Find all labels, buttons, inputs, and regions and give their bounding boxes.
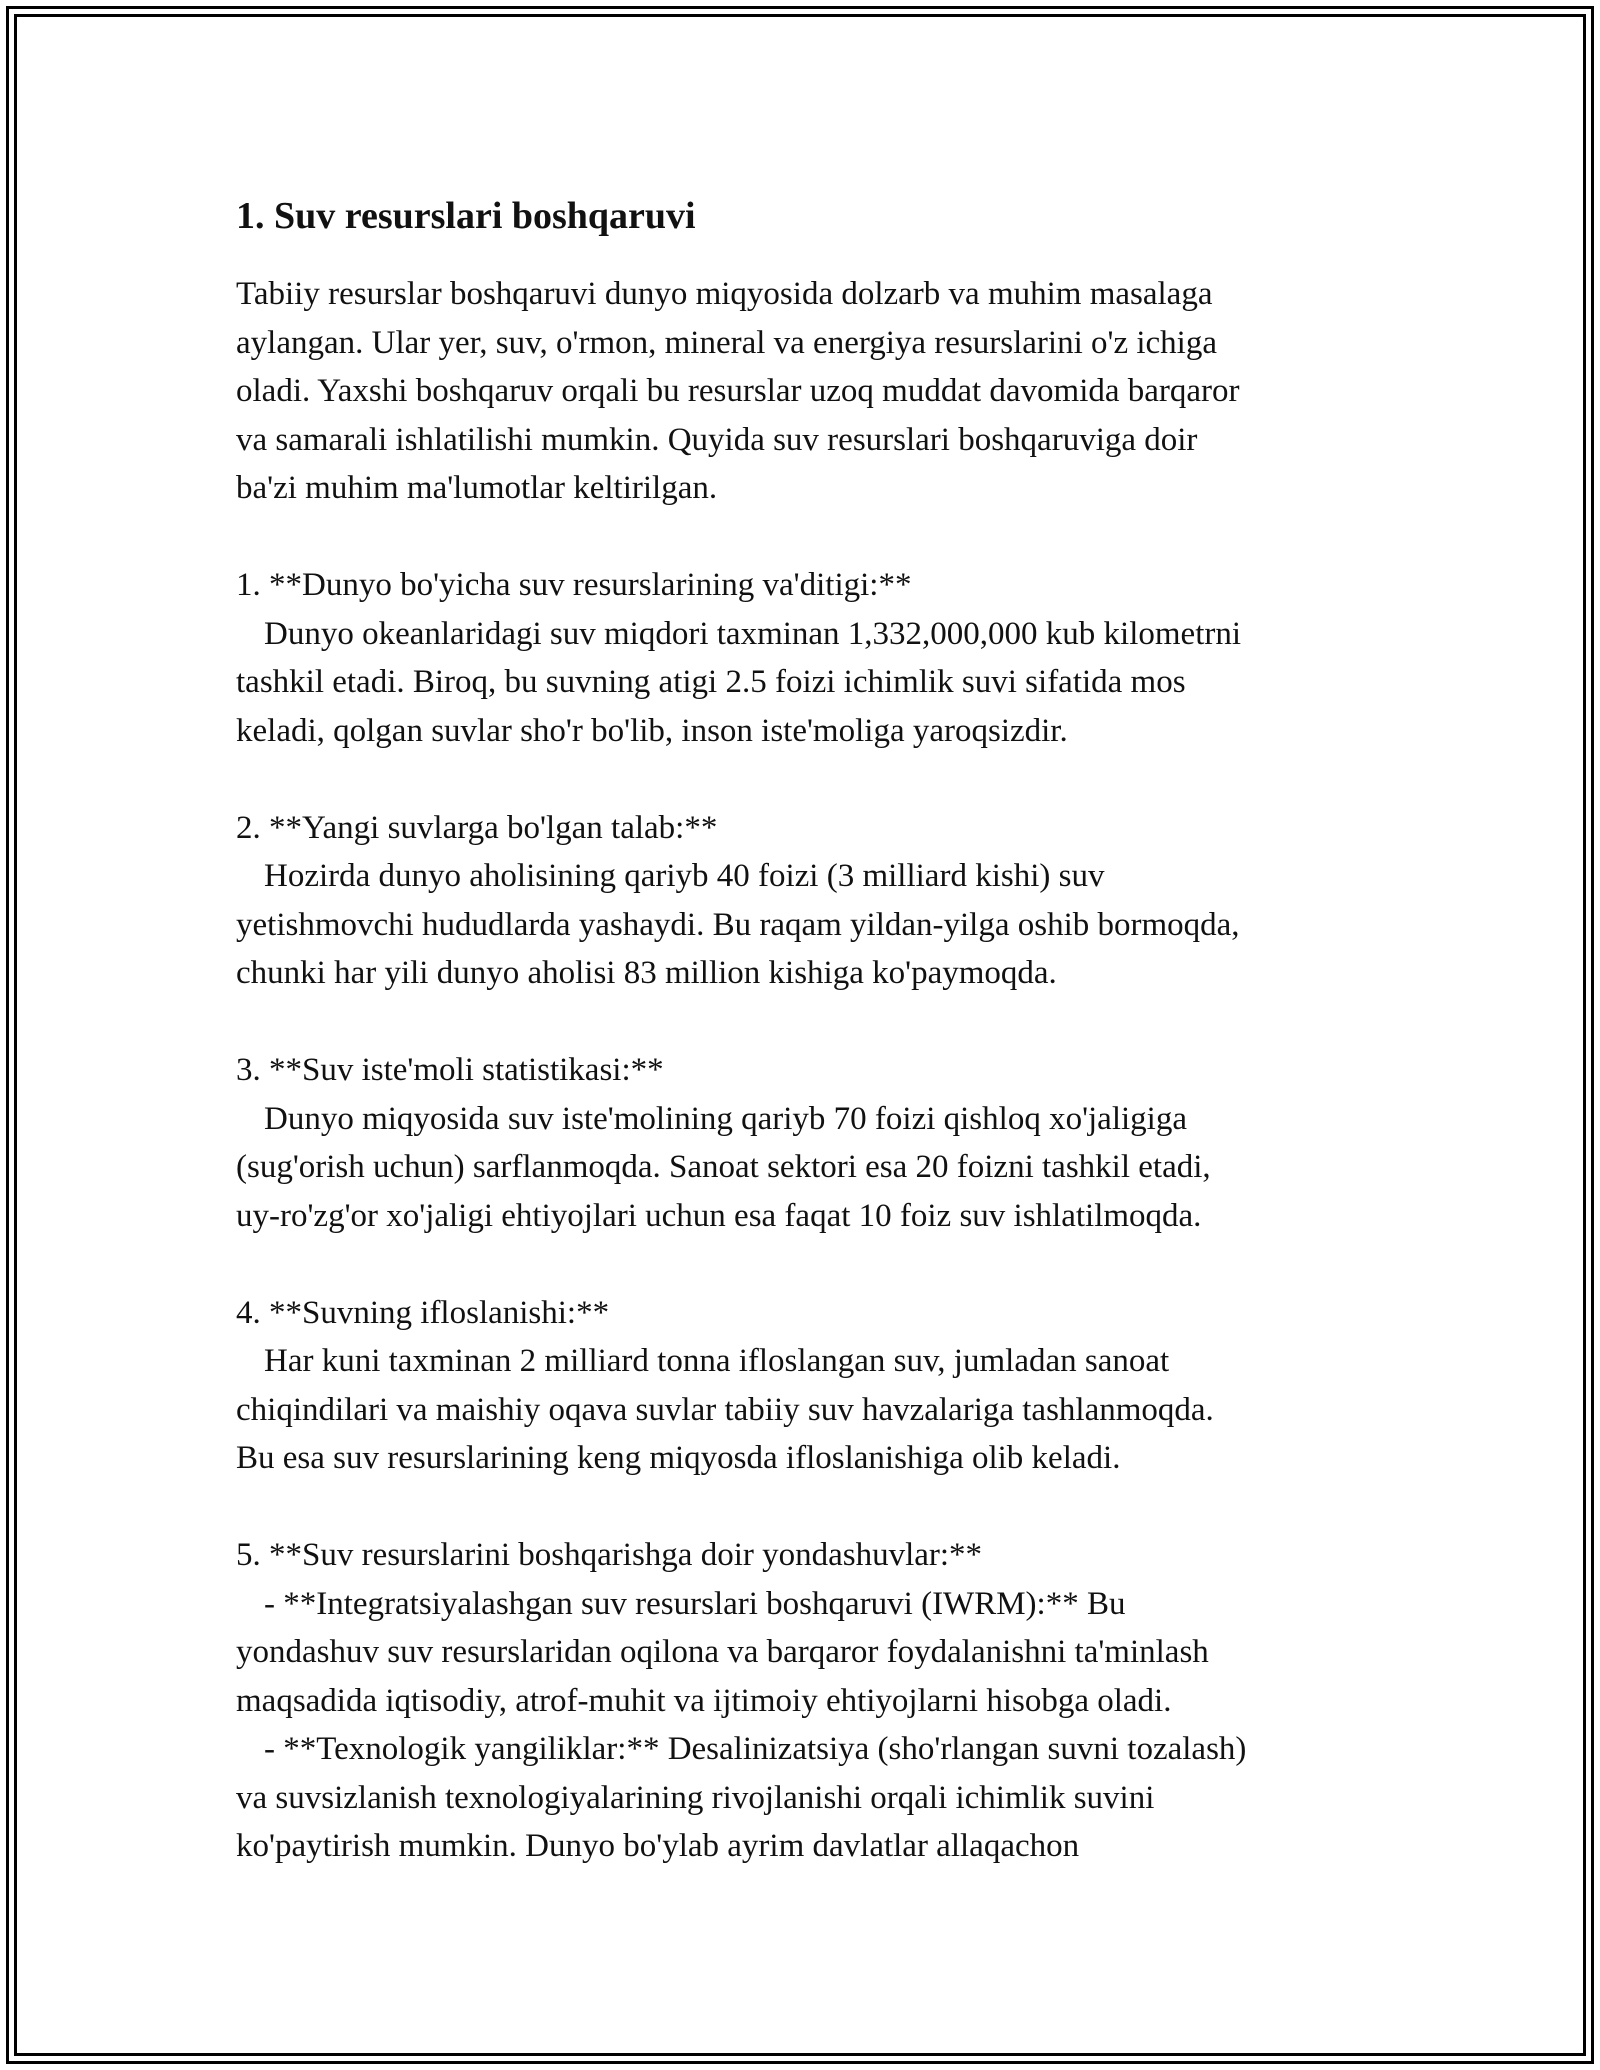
section-line: tashkil etadi. Biroq, bu suvning atigi 2.5 foizi ichimlik suvi sifatida mos (236, 664, 1186, 700)
section-heading: 3. **Suv iste'moli statistikasi:** (236, 1052, 664, 1088)
section-heading: 1. **Dunyo bo'yicha suv resurslarining va'ditigi:** (236, 567, 912, 603)
section-line: uy-ro'zg'or xo'jaligi ehtiyojlari uchun esa faqat 10 foiz suv ishlatilmoqda. (236, 1197, 1202, 1234)
section-line: chiqindilari va maishiy oqava suvlar tabiiy suv havzalariga tashlanmoqda. (236, 1391, 1214, 1428)
section-line: chunki har yili dunyo aholisi 83 million kishiga ko'paymoqda. (236, 955, 1057, 991)
section-heading: 4. **Suvning ifloslanishi:** (236, 1294, 610, 1331)
document-body (236, 188, 1376, 1871)
intro-line: Tabiiy resurslar boshqaruvi dunyo miqyosida dolzarb va muhim masalaga (236, 276, 1213, 312)
intro-line: ba'zi muhim ma'lumotlar keltirilgan. (236, 470, 718, 506)
section-line: Har kuni taxminan 2 milliard tonna ifloslangan suv, jumladan sanoat (264, 1343, 1170, 1379)
section-line: ko'paytirish mumkin. Dunyo bo'ylab ayrim davlatlar allaqachon (236, 1828, 1080, 1864)
section-line: Bu esa suv resurslarining keng miqyosda ifloslanishiga olib keladi. (236, 1440, 1121, 1476)
section-line: - **Integratsiyalashgan suv resurslari boshqaruvi (IWRM):** Bu (264, 1585, 1126, 1622)
section-5 (236, 1531, 1376, 1871)
section-line: - **Texnologik yangiliklar:** Desalinizatsiya (sho'rlangan suvni tozalash) (264, 1731, 1247, 1767)
section-line: maqsadida iqtisodiy, atrof-muhit va ijtimoiy ehtiyojlarni hisobga oladi. (236, 1682, 1172, 1719)
section-heading: 2. **Yangi suvlarga bo'lgan talab:** (236, 809, 718, 846)
section-line: Dunyo okeanlaridagi suv miqdori taxminan 1,332,000,000 kub kilometrni (264, 615, 1242, 652)
section-heading: 5. **Suv resurslarini boshqarishga doir yondashuvlar:** (236, 1537, 983, 1573)
section-line: Hozirda dunyo aholisining qariyb 40 foizi (3 milliard kishi) suv (264, 858, 1105, 894)
section-line: (sug'orish uchun) sarflanmoqda. Sanoat sektori esa 20 foizni tashkil etadi, (236, 1149, 1211, 1185)
section-line: yetishmovchi hududlarda yashaydi. Bu raqam yildan-yilga oshib bormoqda, (236, 906, 1240, 943)
section-1 (236, 561, 1376, 755)
intro-line: va samarali ishlatilishi mumkin. Quyida suv resurslari boshqaruviga doir (236, 421, 1198, 458)
section-3 (236, 1046, 1376, 1240)
section-4 (236, 1289, 1376, 1483)
intro-line: oladi. Yaxshi boshqaruv orqali bu resurslar uzoq muddat davomida barqaror (236, 373, 1240, 409)
intro-paragraph (236, 270, 1376, 513)
intro-line: aylangan. Ular yer, suv, o'rmon, mineral va energiya resurslarini o'z ichiga (236, 324, 1217, 361)
section-2 (236, 804, 1376, 998)
section-line: va suvsizlanish texnologiyalarining rivojlanishi orqali ichimlik suvini (236, 1779, 1155, 1816)
document-title: 1. Suv resurslari boshqaruvi (236, 195, 696, 237)
section-line: Dunyo miqyosida suv iste'molining qariyb 70 foizi qishloq xo'jaligiga (264, 1100, 1187, 1137)
section-line: yondashuv suv resurslaridan oqilona va barqaror foydalanishni ta'minlash (236, 1634, 1209, 1670)
section-line: keladi, qolgan suvlar sho'r bo'lib, inson iste'moliga yaroqsizdir. (236, 712, 1068, 749)
